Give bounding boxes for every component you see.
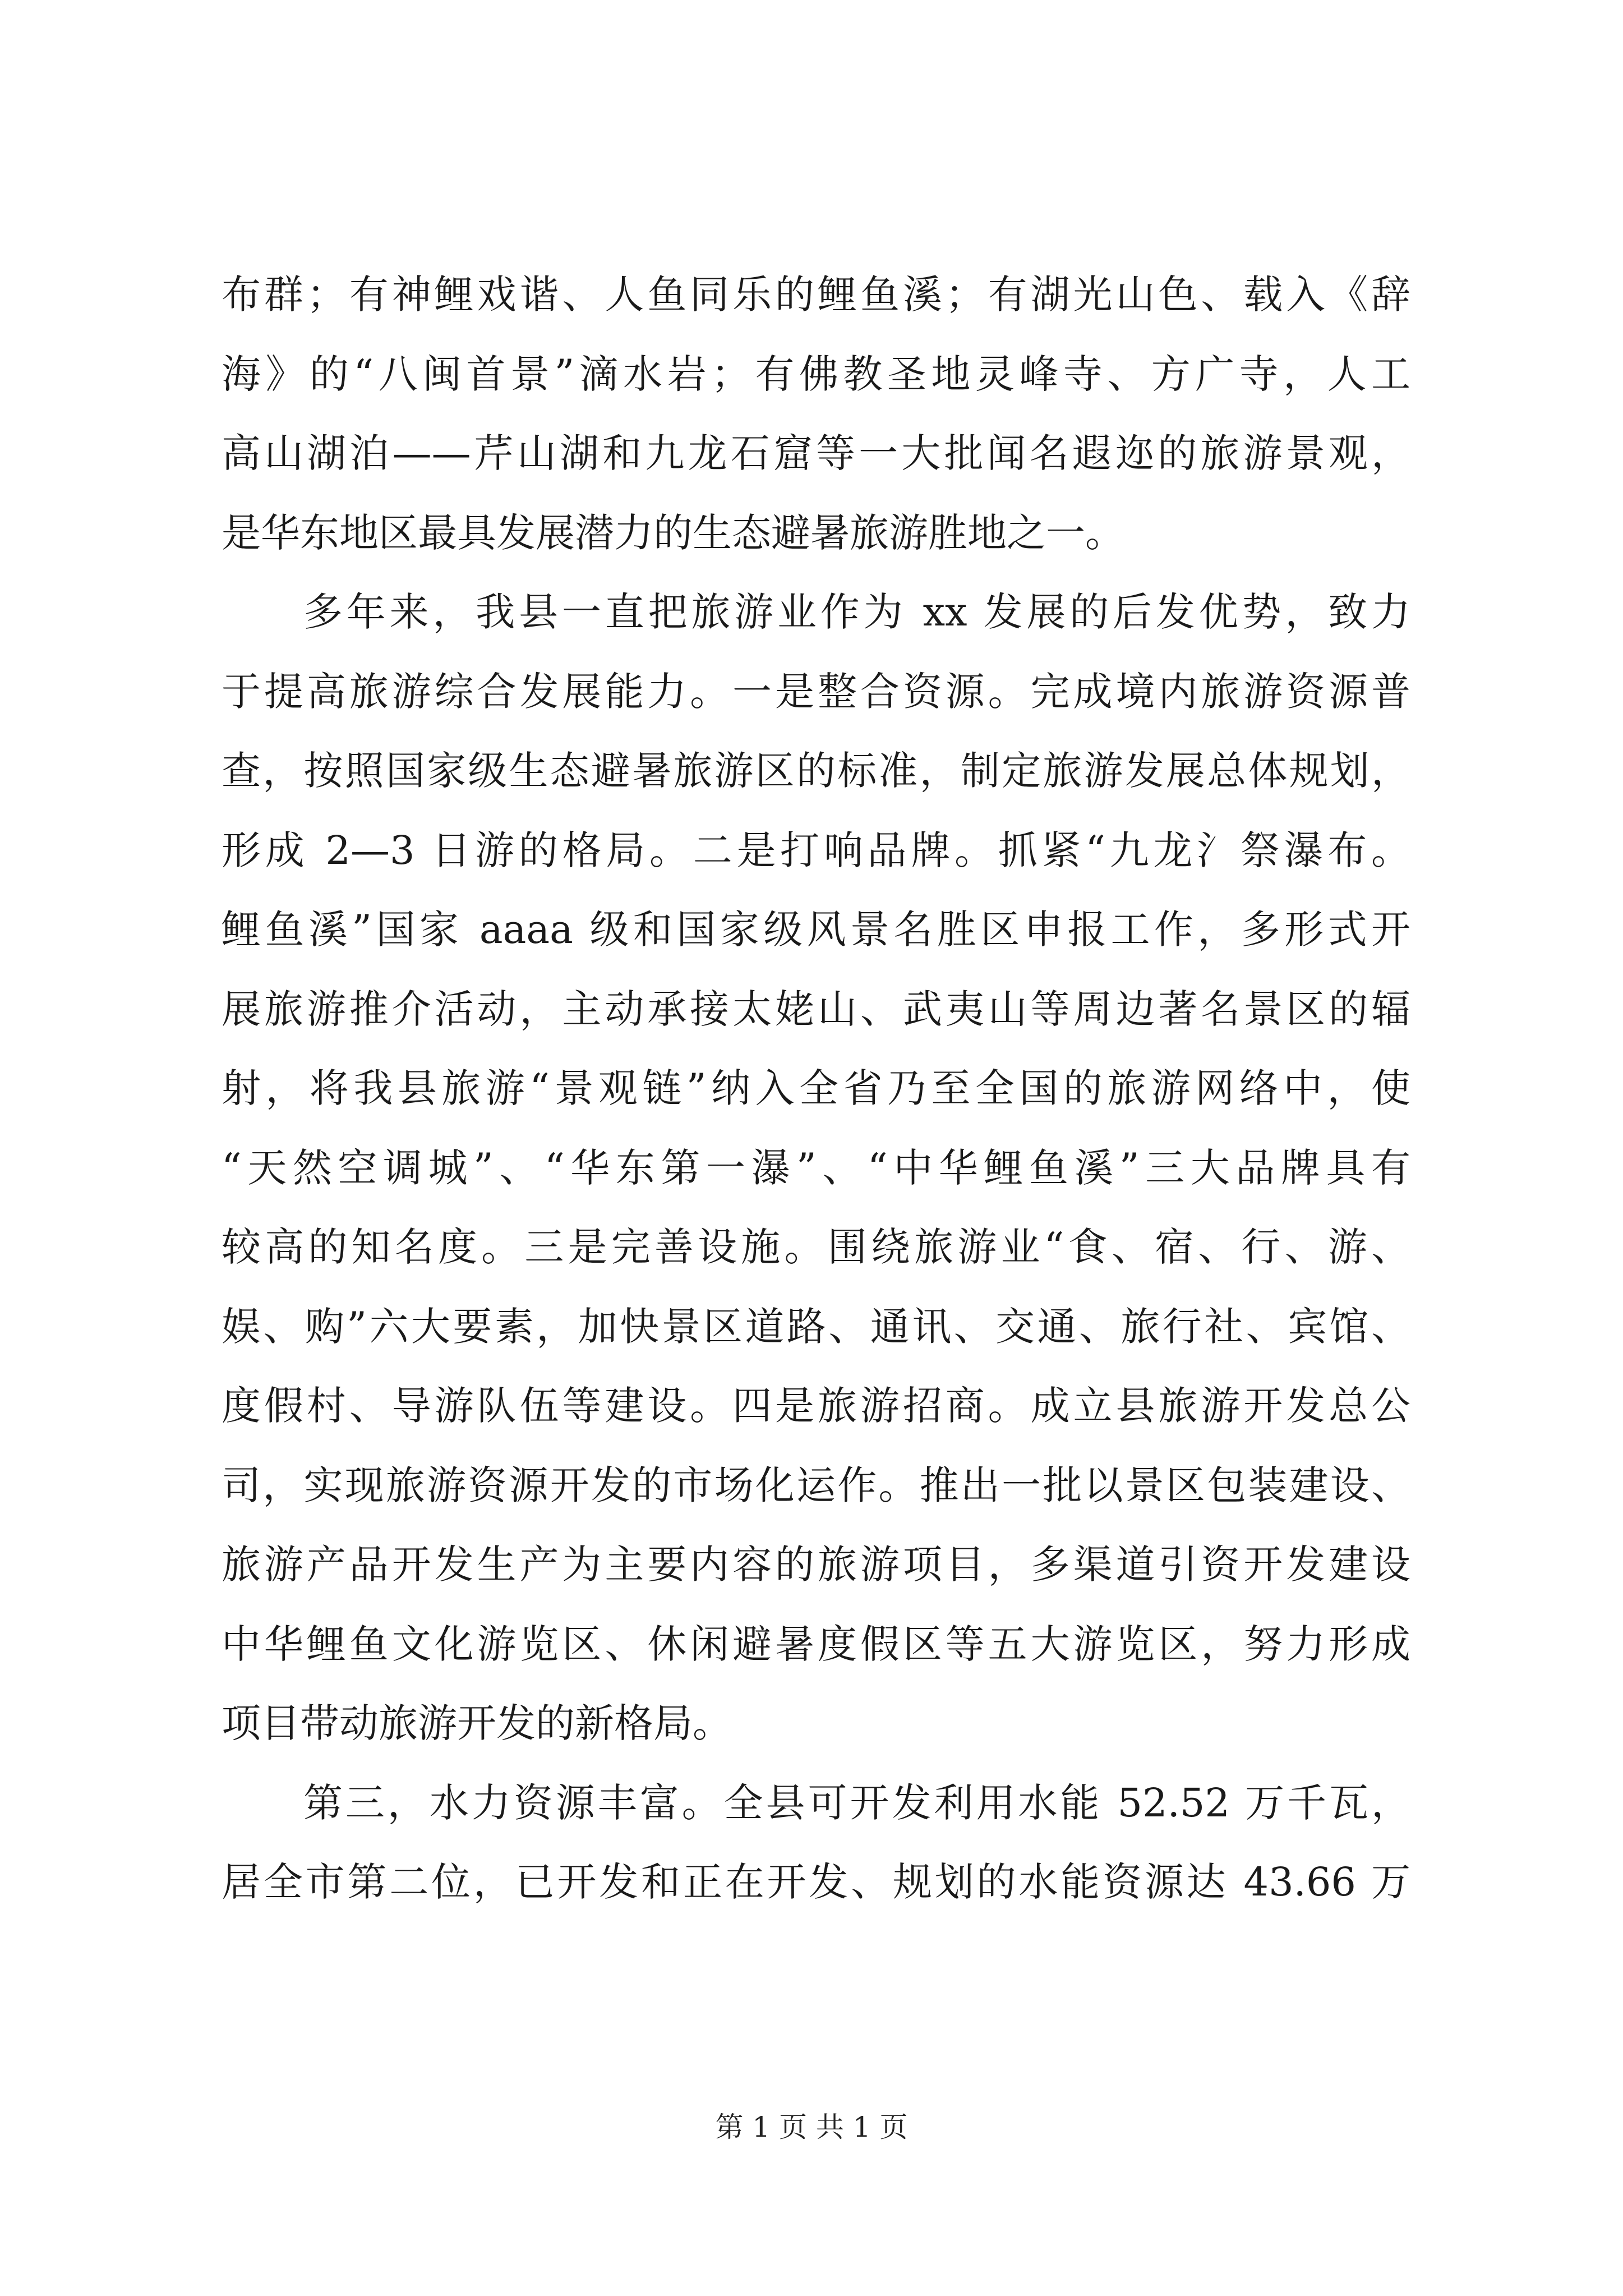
text-line: 第三，水力资源丰富。全县可开发利用水能 52.52 万千瓦， <box>303 1779 1410 1826</box>
text-line: “天然空调城”、“华东第一瀑”、“中华鲤鱼溪”三大品牌具有 <box>222 1144 1410 1191</box>
text-line: 居全市第二位，已开发和正在开发、规划的水能资源达 43.66 万 <box>222 1859 1410 1905</box>
text-line: 形成 2—3 日游的格局。二是打响品牌。抓紧“九龙氵祭瀑布。 <box>222 827 1410 873</box>
text-line: 鲤鱼溪”国家 aaaa 级和国家级风景名胜区申报工作，多形式开 <box>222 907 1410 953</box>
document-body <box>222 255 1410 1922</box>
text-line: 度假村、导游队伍等建设。四是旅游招商。成立县旅游开发总公 <box>222 1383 1410 1429</box>
text-line: 娱、购”六大要素，加快景区道路、通讯、交通、旅行社、宾馆、 <box>222 1303 1410 1350</box>
page-footer: 第 1 页 共 1 页 <box>715 2111 908 2143</box>
text-line: 旅游产品开发生产为主要内容的旅游项目，多渠道引资开发建设 <box>222 1542 1410 1588</box>
text-line: 布群；有神鲤戏谐、人鱼同乐的鲤鱼溪；有湖光山色、载入《辞 <box>222 272 1410 318</box>
text-line: 是华东地区最具发展潜力的生态避暑旅游胜地之一。 <box>222 509 1124 556</box>
text-line: 高山湖泊——芹山湖和九龙石窟等一大批闻名遐迩的旅游景观， <box>222 430 1410 476</box>
text-line: 司，实现旅游资源开发的市场化运作。推出一批以景区包装建设、 <box>222 1462 1410 1508</box>
text-line: 项目带动旅游开发的新格局。 <box>222 1700 732 1746</box>
text-line: 中华鲤鱼文化游览区、休闲避暑度假区等五大游览区，努力形成 <box>222 1621 1410 1667</box>
text-line: 射，将我县旅游“景观链”纳入全省乃至全国的旅游网络中，使 <box>222 1065 1410 1111</box>
text-line: 于提高旅游综合发展能力。一是整合资源。完成境内旅游资源普 <box>222 668 1410 715</box>
text-line: 较高的知名度。三是完善设施。围绕旅游业“食、宿、行、游、 <box>222 1224 1410 1270</box>
text-line: 查，按照国家级生态避暑旅游区的标准，制定旅游发展总体规划， <box>222 748 1410 794</box>
text-line: 展旅游推介活动，主动承接太姥山、武夷山等周边著名景区的辐 <box>222 986 1410 1032</box>
text-line: 海》的“八闽首景”滴水岩；有佛教圣地灵峰寺、方广寺，人工 <box>222 351 1410 397</box>
text-line: 多年来，我县一直把旅游业作为 xx 发展的后发优势，致力 <box>303 589 1410 635</box>
